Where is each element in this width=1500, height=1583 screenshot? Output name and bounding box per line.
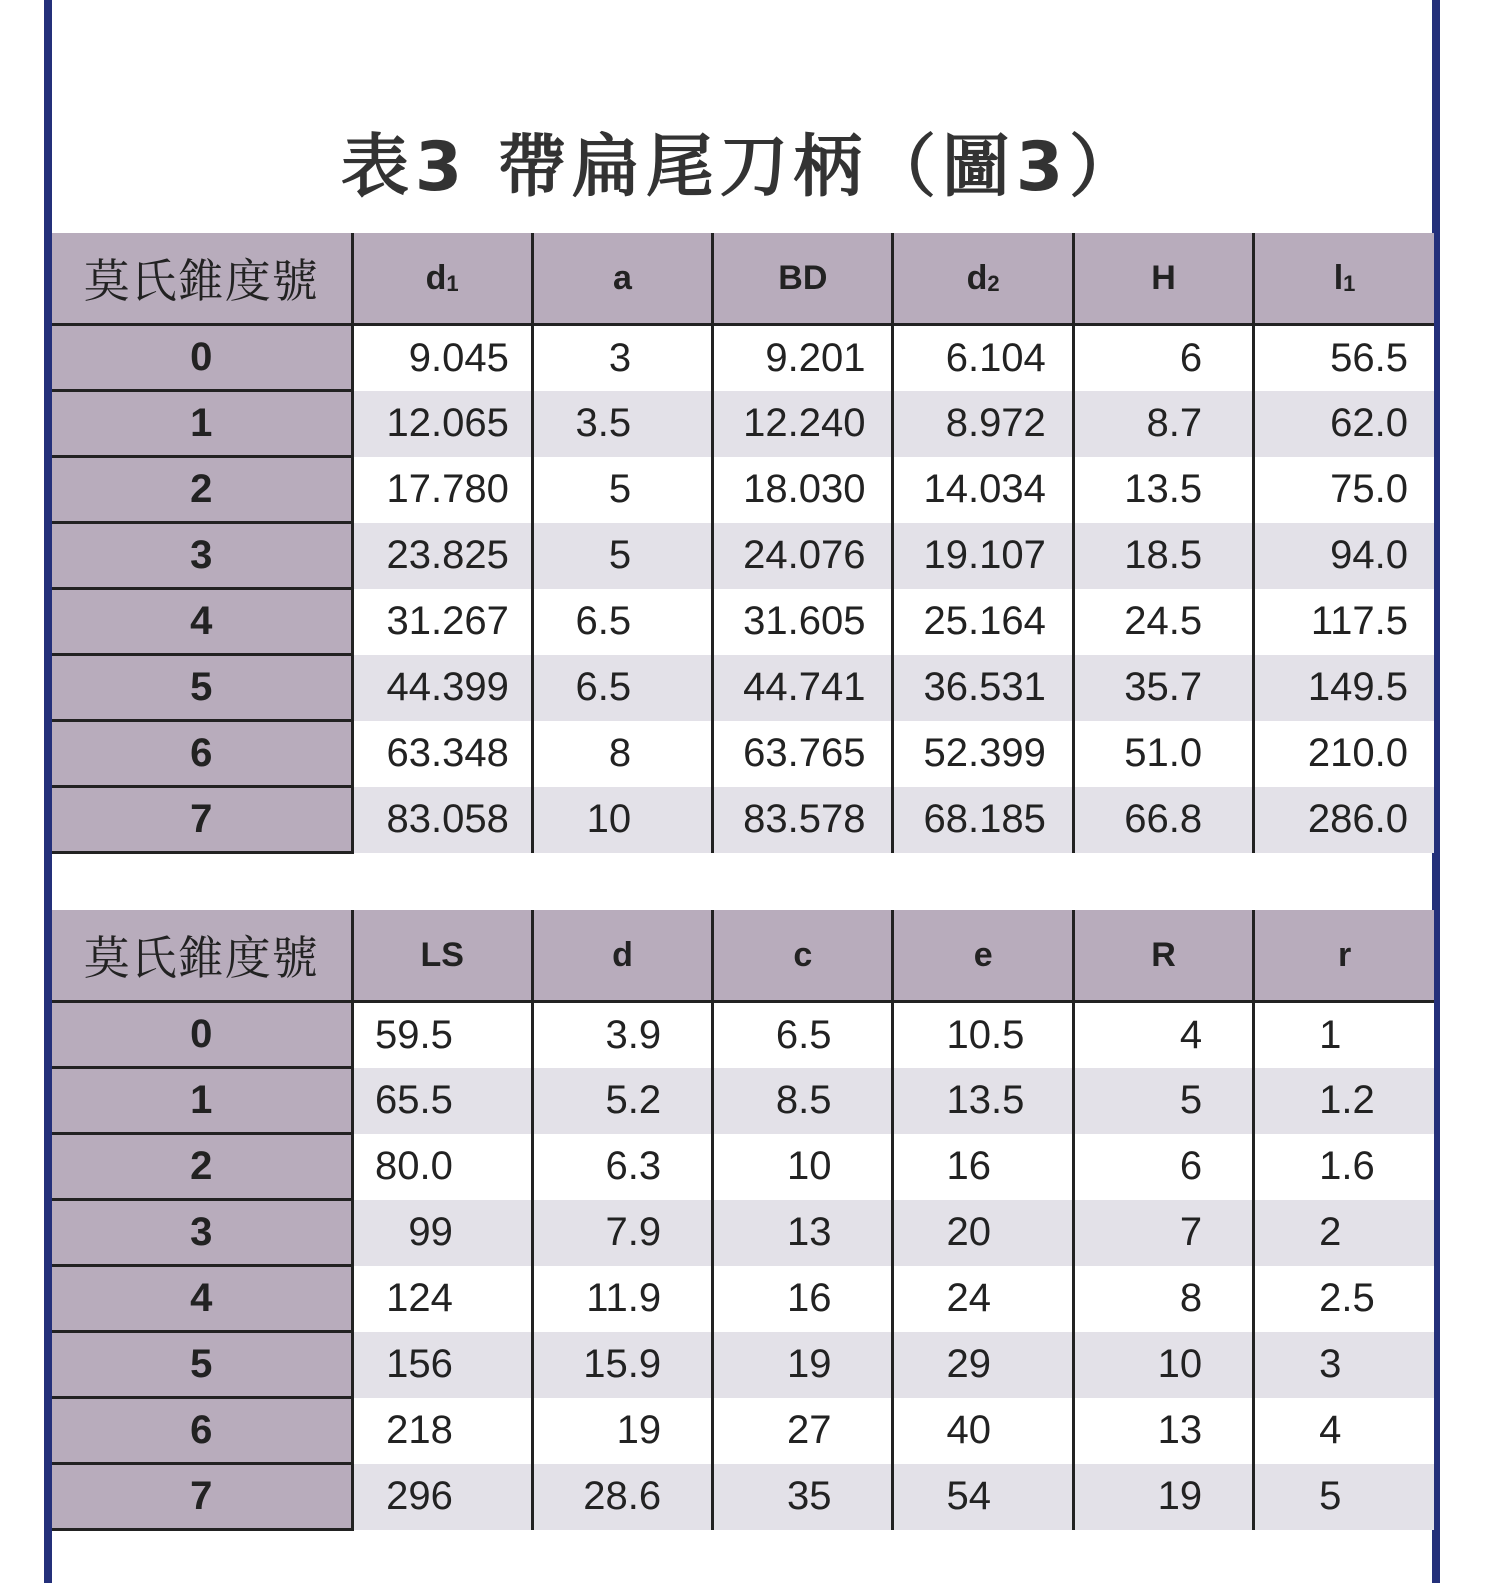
table-cell: 24.076	[713, 523, 893, 589]
table-cell: 52.399	[893, 721, 1073, 787]
row-taper-number: 0	[52, 1002, 352, 1068]
table-cell: 8.972	[893, 391, 1073, 457]
table-row	[52, 1398, 1434, 1464]
row-taper-number: 1	[52, 391, 352, 457]
table-row	[52, 1134, 1434, 1200]
table-row	[52, 1266, 1434, 1332]
table-cell: 10	[1073, 1332, 1253, 1398]
row-taper-number: 7	[52, 787, 352, 853]
row-taper-number: 3	[52, 523, 352, 589]
table-cell: 6	[1073, 325, 1253, 391]
table-row	[52, 1464, 1434, 1530]
table-cell: 80.0	[352, 1134, 532, 1200]
table-cell: 83.058	[352, 787, 532, 853]
table-cell: 12.240	[713, 391, 893, 457]
table-cell: 6.5	[532, 589, 712, 655]
column-header	[532, 233, 712, 325]
table-header-row	[52, 910, 1434, 1002]
column-header	[893, 910, 1073, 1002]
header-label: l	[1333, 258, 1344, 297]
table-cell: 8	[1073, 1266, 1253, 1332]
table-cell: 14.034	[893, 457, 1073, 523]
column-header	[1254, 910, 1434, 1002]
table-cell: 13	[1073, 1398, 1253, 1464]
header-label: BD	[778, 258, 828, 297]
table-cell: 16	[893, 1134, 1073, 1200]
table-cell: 6	[1073, 1134, 1253, 1200]
table-cell: 63.348	[352, 721, 532, 787]
table-cell: 56.5	[1254, 325, 1434, 391]
table-row	[52, 457, 1434, 523]
table-cell: 1.6	[1254, 1134, 1434, 1200]
table-cell: 27	[713, 1398, 893, 1464]
table-cell: 75.0	[1254, 457, 1434, 523]
table-cell: 2	[1254, 1200, 1434, 1266]
table-cell: 29	[893, 1332, 1073, 1398]
table-row	[52, 325, 1434, 391]
table-cell: 2.5	[1254, 1266, 1434, 1332]
table-cell: 20	[893, 1200, 1073, 1266]
table-cell: 63.765	[713, 721, 893, 787]
table-cell: 40	[893, 1398, 1073, 1464]
table-cell: 6.104	[893, 325, 1073, 391]
column-header	[1073, 233, 1253, 325]
table-cell: 19	[1073, 1464, 1253, 1530]
column-header	[713, 233, 893, 325]
table-row	[52, 1068, 1434, 1134]
table-cell: 5	[1254, 1464, 1434, 1530]
table-cell: 8.7	[1073, 391, 1253, 457]
spec-table-1	[52, 233, 1434, 854]
table-cell: 3	[532, 325, 712, 391]
table-cell: 9.201	[713, 325, 893, 391]
table-cell: 66.8	[1073, 787, 1253, 853]
spec-table-2	[52, 910, 1434, 1531]
table-cell: 25.164	[893, 589, 1073, 655]
table-cell: 68.185	[893, 787, 1073, 853]
table-cell: 4	[1254, 1398, 1434, 1464]
table-cell: 15.9	[532, 1332, 712, 1398]
table-cell: 17.780	[352, 457, 532, 523]
table-cell: 10	[713, 1134, 893, 1200]
column-header	[352, 910, 532, 1002]
table-cell: 5.2	[532, 1068, 712, 1134]
table-cell: 149.5	[1254, 655, 1434, 721]
table-cell: 7	[1073, 1200, 1253, 1266]
row-taper-number: 7	[52, 1464, 352, 1530]
table-cell: 54	[893, 1464, 1073, 1530]
table-cell: 44.741	[713, 655, 893, 721]
table-cell: 24.5	[1073, 589, 1253, 655]
table-cell: 1.2	[1254, 1068, 1434, 1134]
table-cell: 5	[532, 523, 712, 589]
table-cell: 156	[352, 1332, 532, 1398]
table-row	[52, 787, 1434, 853]
row-taper-number: 1	[52, 1068, 352, 1134]
row-taper-number: 6	[52, 721, 352, 787]
table-cell: 6.3	[532, 1134, 712, 1200]
row-taper-number: 3	[52, 1200, 352, 1266]
table-cell: 23.825	[352, 523, 532, 589]
header-label: e	[973, 935, 993, 974]
header-taper-number	[52, 910, 352, 1002]
table-cell: 11.9	[532, 1266, 712, 1332]
header-subscript: 1	[1343, 270, 1356, 296]
header-label: d	[966, 258, 988, 297]
table-cell: 83.578	[713, 787, 893, 853]
table-cell: 8	[532, 721, 712, 787]
table-cell: 13.5	[893, 1068, 1073, 1134]
table-cell: 12.065	[352, 391, 532, 457]
table-cell: 210.0	[1254, 721, 1434, 787]
table-cell: 28.6	[532, 1464, 712, 1530]
table-header-row	[52, 233, 1434, 325]
table-cell: 296	[352, 1464, 532, 1530]
left-border	[44, 0, 52, 1583]
row-taper-number: 6	[52, 1398, 352, 1464]
table-cell: 94.0	[1254, 523, 1434, 589]
table-row	[52, 1002, 1434, 1068]
row-taper-number: 4	[52, 1266, 352, 1332]
column-header	[1254, 233, 1434, 325]
table-cell: 286.0	[1254, 787, 1434, 853]
header-label: c	[793, 935, 813, 974]
table-cell: 51.0	[1073, 721, 1253, 787]
row-taper-number: 0	[52, 325, 352, 391]
table-row	[52, 523, 1434, 589]
table-cell: 5	[532, 457, 712, 523]
row-taper-number: 2	[52, 457, 352, 523]
table-cell: 218	[352, 1398, 532, 1464]
header-label: d	[612, 935, 633, 974]
table-cell: 3.5	[532, 391, 712, 457]
table-cell: 31.605	[713, 589, 893, 655]
table-cell: 13.5	[1073, 457, 1253, 523]
table-cell: 6.5	[532, 655, 712, 721]
table-cell: 3	[1254, 1332, 1434, 1398]
table-row	[52, 391, 1434, 457]
row-taper-number: 2	[52, 1134, 352, 1200]
table-cell: 3.9	[532, 1002, 712, 1068]
table-cell: 35	[713, 1464, 893, 1530]
table-cell: 13	[713, 1200, 893, 1266]
row-taper-number: 5	[52, 655, 352, 721]
table-cell: 19.107	[893, 523, 1073, 589]
header-label: r	[1337, 935, 1352, 974]
table-cell: 124	[352, 1266, 532, 1332]
table-cell: 19	[713, 1332, 893, 1398]
table-cell: 59.5	[352, 1002, 532, 1068]
table-cell: 24	[893, 1266, 1073, 1332]
table-cell: 5	[1073, 1068, 1253, 1134]
header-label: 莫氏錐度號	[83, 931, 319, 985]
header-label: LS	[420, 935, 464, 974]
header-label: R	[1151, 935, 1176, 974]
table-cell: 8.5	[713, 1068, 893, 1134]
table-cell: 10	[532, 787, 712, 853]
table-cell: 62.0	[1254, 391, 1434, 457]
table-cell: 65.5	[352, 1068, 532, 1134]
column-header	[1073, 910, 1253, 1002]
table-cell: 10.5	[893, 1002, 1073, 1068]
header-taper-number	[52, 233, 352, 325]
column-header	[352, 233, 532, 325]
header-subscript: 2	[987, 270, 1000, 296]
header-subscript: 1	[446, 270, 459, 296]
table-row	[52, 1200, 1434, 1266]
header-label: a	[613, 258, 632, 297]
table-cell: 18.5	[1073, 523, 1253, 589]
row-taper-number: 5	[52, 1332, 352, 1398]
page-title: 表3 帶扁尾刀柄（圖3）	[340, 128, 1144, 207]
header-label: d	[425, 258, 447, 297]
table-cell: 7.9	[532, 1200, 712, 1266]
table-cell: 36.531	[893, 655, 1073, 721]
table-cell: 6.5	[713, 1002, 893, 1068]
column-header	[713, 910, 893, 1002]
table-cell: 35.7	[1073, 655, 1253, 721]
table-cell: 31.267	[352, 589, 532, 655]
table-cell: 16	[713, 1266, 893, 1332]
header-label: 莫氏錐度號	[83, 254, 319, 308]
table-cell: 9.045	[352, 325, 532, 391]
table-cell: 19	[532, 1398, 712, 1464]
table-cell: 4	[1073, 1002, 1253, 1068]
header-label: H	[1151, 258, 1176, 297]
table-cell: 99	[352, 1200, 532, 1266]
column-header	[532, 910, 712, 1002]
table-row	[52, 655, 1434, 721]
table-cell: 1	[1254, 1002, 1434, 1068]
table-cell: 44.399	[352, 655, 532, 721]
table-row	[52, 1332, 1434, 1398]
table-cell: 18.030	[713, 457, 893, 523]
row-taper-number: 4	[52, 589, 352, 655]
table-row	[52, 721, 1434, 787]
table-row	[52, 589, 1434, 655]
column-header	[893, 233, 1073, 325]
table-cell: 117.5	[1254, 589, 1434, 655]
